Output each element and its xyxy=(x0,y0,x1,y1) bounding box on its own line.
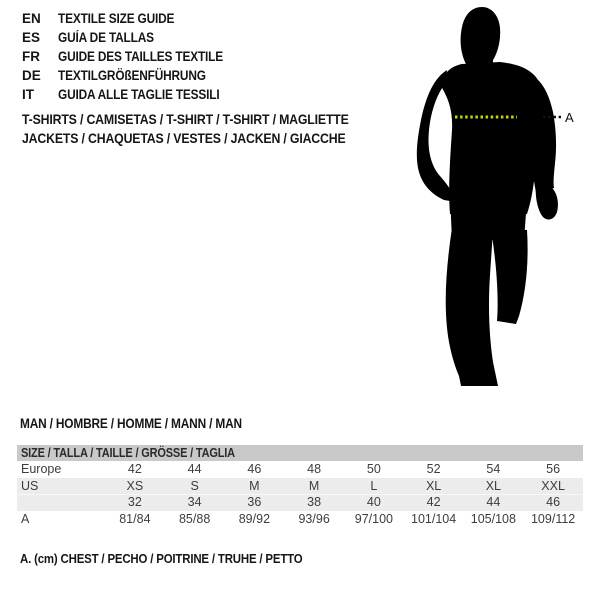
language-guide-list xyxy=(22,9,246,104)
language-row xyxy=(22,47,246,66)
garment-category xyxy=(22,110,393,148)
table-row-us: US XS S M M L XL XL XXL xyxy=(17,478,583,495)
table-row-chest: A 81/84 85/88 89/92 93/96 97/100 101/104 105/108 109/112 xyxy=(17,511,583,528)
language-code: EN xyxy=(22,11,41,26)
measure-footnote: A. (cm) CHEST / PECHO / POITRINE / TRUHE / PETTO xyxy=(20,551,303,566)
man-silhouette-figure xyxy=(400,0,600,400)
language-code: FR xyxy=(22,49,40,64)
language-label: GUÍA DE TALLAS xyxy=(58,30,154,45)
man-silhouette xyxy=(417,7,558,386)
language-row xyxy=(22,9,246,28)
chest-measure-label: A xyxy=(565,110,574,125)
table-row-europe: Europe 42 44 46 48 50 52 54 56 xyxy=(17,461,583,478)
size-table-header: SIZE / TALLA / TAILLE / GRÖSSE / TAGLIA xyxy=(17,445,583,461)
language-label: GUIDE DES TAILLES TEXTILE xyxy=(58,49,224,64)
language-row xyxy=(22,85,246,104)
size-table xyxy=(17,445,583,527)
row-label xyxy=(17,495,105,511)
row-label: Europe xyxy=(21,462,62,476)
category-line-jackets: JACKETS / CHAQUETAS / VESTES / JACKEN / GIACCHE xyxy=(22,130,346,146)
language-code: DE xyxy=(22,68,41,83)
silhouette-head xyxy=(461,7,501,68)
silhouette-back-leg xyxy=(490,228,528,324)
language-label: TEXTILGRÖßENFÜHRUNG xyxy=(58,68,206,83)
silhouette-front-leg xyxy=(446,228,498,386)
row-label: US xyxy=(21,478,39,493)
language-row xyxy=(22,28,246,47)
category-line-tshirts: T-SHIRTS / CAMISETAS / T-SHIRT / T-SHIRT / MAGLIETTE xyxy=(22,111,349,127)
section-title-man: MAN / HOMBRE / HOMME / MANN / MAN xyxy=(20,416,242,431)
language-row xyxy=(22,66,246,85)
language-label: GUIDA ALLE TAGLIE TESSILI xyxy=(58,87,220,102)
language-code: ES xyxy=(22,30,41,45)
silhouette-right-hand xyxy=(536,185,558,220)
table-row-uk: 32 34 36 38 40 42 44 46 xyxy=(17,494,583,511)
language-label: TEXTILE SIZE GUIDE xyxy=(58,11,175,26)
row-label: A xyxy=(21,511,30,526)
language-code: IT xyxy=(22,87,34,102)
